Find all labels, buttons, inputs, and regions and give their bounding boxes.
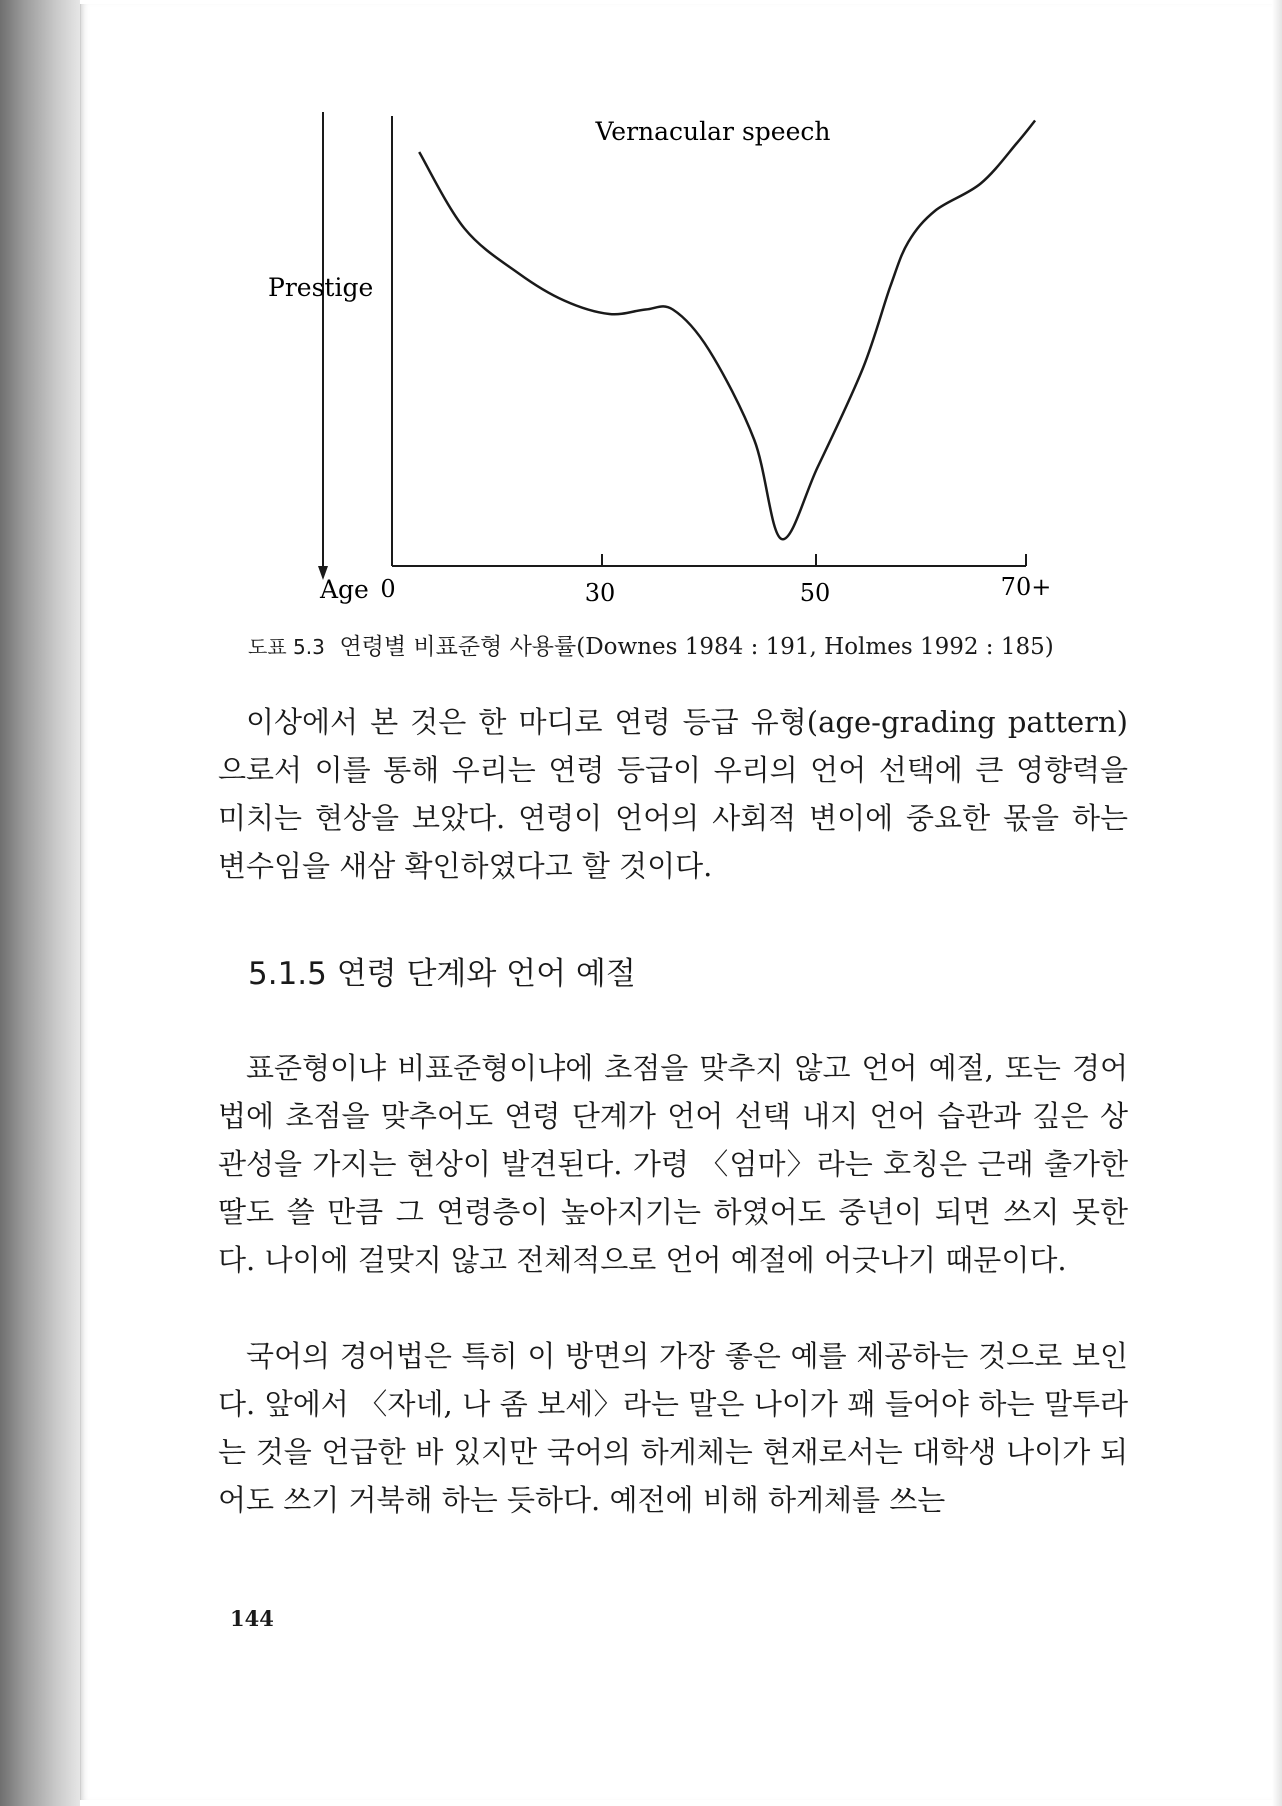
paragraph-language-etiquette: 표준형이냐 비표준형이냐에 초점을 맞추지 않고 언어 예절, 또는 경어법에 초점을 맞추어도 연령 단계가 언어 선택 내지 언어 습관과 깊은 상관성을 가지는 현상이 발견된다. 가령 〈엄마〉라는 호칭은 근래 출가한 딸도 쓸 만큼 그 연령층이 높아지기는 하였어도 중년이 되면 쓰지 못한다. 나이에 걸맞지 않고 전체적으로 언어 예절에 어긋나기 때문이다.	[218, 1051, 1128, 1277]
figure-caption	[248, 628, 1108, 661]
paragraph-age-grading: 이상에서 본 것은 한 마디로 연령 등급 유형(age-grading pattern)으로서 이를 통해 우리는 연령 등급이 우리의 언어 선택에 큰 영향력을 미치는 현상을 보았다. 연령이 언어의 사회적 변이에 중요한 몫을 하는 변수임을 새삼 확인하였다고 할 것이다.	[218, 705, 1128, 883]
section-heading: 5.1.5 연령 단계와 언어 예절	[248, 956, 636, 992]
paragraph-honorifics: 국어의 경어법은 특히 이 방면의 가장 좋은 예를 제공하는 것으로 보인다. 앞에서 〈자네, 나 좀 보세〉라는 말은 나이가 꽤 들어야 하는 말투라는 것을 언급한 바 있지만 국어의 하게체는 현재로서는 대학생 나이가 되어도 쓰기 거북해 하는 듯하다. 예전에 비해 하게체를 쓰는	[218, 1339, 1128, 1517]
y-axis-label: Prestige	[268, 273, 374, 302]
figure-vernacular-speech	[0, 0, 1282, 640]
caption-text: 연령별 비표준형 사용률(Downes 1984 : 191, Holmes 1992 : 185)	[339, 634, 1054, 660]
x-axis-label: Age	[320, 575, 369, 604]
tick-label-50: 50	[799, 579, 831, 607]
chart-title: Vernacular speech	[595, 117, 831, 146]
caption-label: 도표 5.3	[248, 635, 325, 659]
vernacular-speech-curve	[419, 121, 1035, 540]
tick-label-30: 30	[584, 579, 616, 607]
age-prestige-chart	[0, 0, 1282, 640]
page-number: 144	[230, 1606, 274, 1631]
tick-label-0: 0	[380, 575, 396, 603]
tick-label-70plus: 70+	[1000, 573, 1052, 601]
